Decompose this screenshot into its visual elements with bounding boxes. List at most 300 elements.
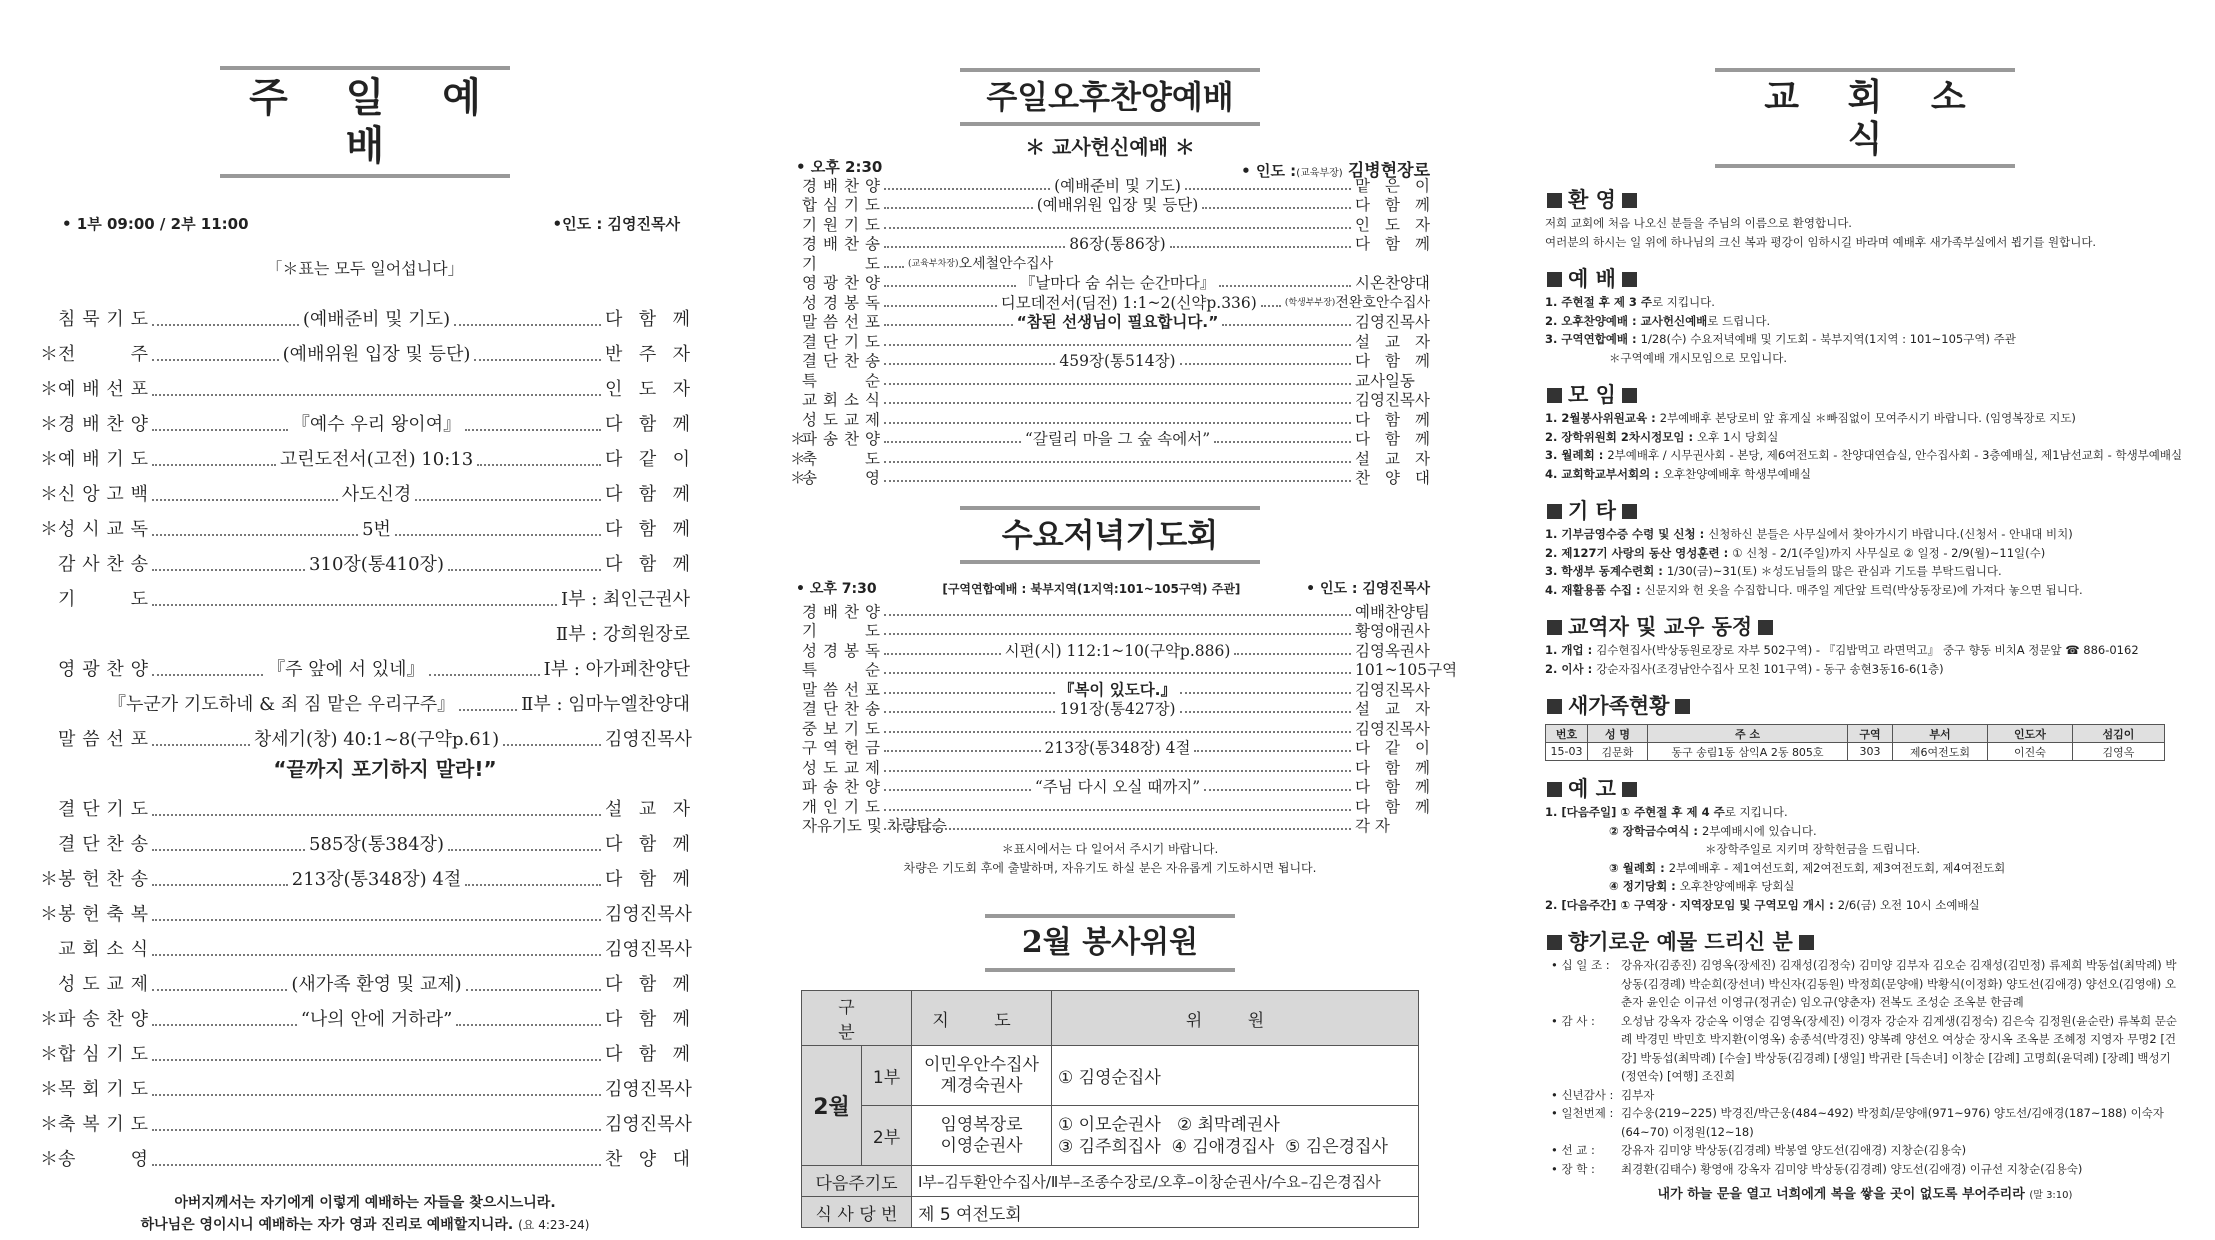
square-bullet-icon [1799, 935, 1814, 950]
notice-line-text: 1/28(수) 수요저녁예배 및 기도회 - 북부지역(1지역 : 101~105구역) 주관 [1640, 332, 2016, 346]
notice-line-text: ＊구역예배 개시모임으로 모입니다. [1609, 350, 1787, 365]
order-person: 다 함 께 [1355, 430, 1430, 448]
order-item [790, 196, 1430, 216]
offering-group [1551, 1012, 2185, 1086]
nf-header: 성 명 [1588, 725, 1648, 743]
service-committee-title: 2월 봉사위원 [985, 914, 1235, 972]
order-item [40, 962, 690, 997]
order-label: 파 송 찬 양 [802, 778, 880, 796]
order-item [790, 410, 1430, 430]
offering-names: 최경환(김태수) 황영애 강옥자 김미양 박상동(김경례) 양도선(김애경) 이규선 지창순(김용숙) [1621, 1161, 2083, 1176]
dot-leader [152, 1129, 601, 1131]
wednesday-time: • 오후 7:30 [796, 581, 877, 597]
dot-leader [152, 499, 338, 501]
notice-line [1545, 409, 2185, 428]
header-guide: 지 도 [912, 991, 1052, 1046]
order-label: 성 도 교 제 [802, 410, 880, 429]
offering-group [1551, 1104, 2185, 1141]
notice-line-text: 2부예배시에 있습니다. [1702, 823, 1817, 838]
notice-line-text: 오후찬양예배후 당회실 [1679, 879, 1795, 893]
order-person: 오세철안수집사 [958, 255, 1054, 272]
order-person: 김영진목사 [1355, 391, 1430, 409]
order-label: 특 순 [802, 371, 880, 390]
dot-leader [152, 1094, 601, 1096]
standing-mark: ＊ [790, 469, 806, 487]
offering-list [1545, 956, 2185, 1178]
order-content: 디모데전서(딤전) 1:1~2(신약p.336) [1000, 293, 1257, 312]
dot-leader [1202, 207, 1351, 209]
order-person: 다 함 께 [1355, 778, 1430, 796]
notice-line [1545, 822, 2185, 841]
order-label: 합 심 기 도 [58, 1044, 148, 1065]
order-label: 말 씀 선 포 [802, 680, 880, 699]
nf-cell: 303 [1848, 743, 1893, 761]
church-news-column [1545, 0, 2185, 1240]
footer-verse-ref: (요 4:23-24) [518, 1218, 590, 1232]
order-person: 다 함 께 [1355, 196, 1430, 214]
square-bullet-icon [1622, 193, 1637, 208]
order-label: 기 도 [802, 254, 880, 273]
order-label: 영 광 찬 양 [58, 659, 148, 680]
order-item [790, 758, 1430, 778]
order-item [40, 437, 690, 472]
order-person: 전완호안수집사 [1335, 294, 1430, 311]
order-item [790, 215, 1430, 235]
part1-cell: 1부 [862, 1046, 912, 1106]
dot-leader [429, 674, 540, 676]
square-bullet-icon [1547, 193, 1562, 208]
order-item [790, 235, 1430, 255]
wednesday-note-1: ＊표시에서는 다 일어서 주시기 바랍니다. [1001, 842, 1219, 856]
dot-leader [884, 188, 1050, 190]
order-item [40, 612, 690, 647]
notice-line [1545, 312, 2185, 331]
notice-line [1545, 465, 2185, 484]
dot-leader [884, 422, 1351, 424]
part2-member-3: ③ 김주희집사 [1058, 1136, 1161, 1157]
footer-verse-line1: 아버지께서는 자기에게 이렇게 예배하는 자들을 찾으시느니라. [174, 1195, 556, 1211]
dot-leader [456, 1024, 601, 1026]
notice-line [1545, 428, 2185, 447]
order-person: 맡 은 이 [1355, 176, 1430, 195]
dot-leader [152, 814, 601, 816]
order-label: 성 도 교 제 [58, 974, 148, 995]
meeting-notice-list [1545, 409, 2185, 483]
order-person: 다 같 이 [1355, 739, 1430, 757]
order-label: 결 단 찬 송 [802, 700, 880, 718]
standing-mark: ＊ [40, 1009, 58, 1030]
order-item [790, 719, 1430, 739]
new-family-table [1545, 724, 2165, 761]
dot-leader [884, 363, 1055, 365]
dot-leader [152, 849, 305, 851]
order-person: 다 함 께 [1355, 235, 1430, 253]
next-prayer-label: 다음주기도 [802, 1166, 912, 1197]
notice-line-key: 1. 주현절 후 제 3 주 [1545, 295, 1653, 309]
dot-leader [448, 569, 601, 571]
notice-line-key: 2. 장학위원회 2차시정모임 : [1545, 429, 1698, 444]
order-item [790, 430, 1430, 450]
notice-line-key: 3. 구역연합예배 : [1545, 332, 1641, 346]
offering-category: • 신년감사 : [1551, 1087, 1614, 1102]
order-person: 다 함 께 [605, 554, 690, 575]
dot-leader [884, 692, 1055, 694]
meal-duty-label: 식 사 당 번 [802, 1197, 912, 1228]
order-content: (새가족 환영 및 교제) [291, 974, 462, 995]
notice-line [1545, 349, 2185, 368]
afternoon-time: • 오후 2:30 [796, 158, 883, 176]
dot-leader [1194, 750, 1351, 752]
nf-cell: 김영옥 [2073, 743, 2165, 761]
afternoon-leader: • 인도 :(교육부장) 김병현장로 [1241, 161, 1430, 181]
service-committee-table [801, 990, 1419, 1228]
nf-cell: 제6여전도회 [1893, 743, 1988, 761]
dot-leader [884, 828, 1351, 830]
order-item [790, 332, 1430, 352]
square-bullet-icon [1547, 272, 1562, 287]
order-label: 말 씀 선 포 [58, 729, 148, 750]
staff-notice-list [1545, 641, 2185, 678]
dot-leader [884, 324, 1013, 326]
notice-line-key: 4. 교회학교부서회의 : [1545, 466, 1663, 481]
order-person: 다 함 께 [605, 1009, 690, 1030]
dot-leader [884, 266, 904, 268]
order-item [790, 371, 1430, 391]
nf-header: 부서 [1893, 725, 1988, 743]
order-person: 김영옥권사 [1355, 641, 1430, 660]
dot-leader [152, 744, 250, 746]
order-label: 합 심 기 도 [802, 196, 880, 214]
standing-note: 「＊표는 모두 일어섭니다」 [266, 259, 464, 278]
notice-line [1545, 877, 2185, 896]
dot-leader [454, 324, 601, 326]
order-person: 다 함 께 [605, 484, 690, 505]
standing-mark: ＊ [40, 1149, 58, 1170]
notice-line-text: 2/6(금) 오전 10시 소예배실 [1837, 897, 1980, 912]
order-label: 개 인 기 도 [802, 797, 880, 816]
notice-line-key: 3. 월례회 : [1545, 448, 1608, 462]
square-bullet-icon [1547, 620, 1562, 635]
sunday-worship-leader: •인도 : 김영진목사 [552, 215, 680, 233]
notice-line-key: ④ 정기당회 : [1609, 879, 1680, 893]
order-label: 감 사 찬 송 [58, 554, 148, 575]
order-content: 고린도전서(고전) 10:13 [279, 449, 474, 470]
notice-line-text: 2부예배후 / 시무권사회 - 본당, 제6여전도회 - 찬양대연습실, 안수집사회 - 3층예배실, 제1남선교회 - 학생부예배실 [1607, 448, 2183, 462]
notice-line [1545, 446, 2185, 465]
dot-leader [884, 750, 1041, 752]
offering-group [1551, 1160, 2185, 1179]
dot-leader [1180, 692, 1351, 694]
order-item [40, 1102, 690, 1137]
square-bullet-icon [1622, 782, 1637, 797]
dot-leader [477, 464, 601, 466]
order-person: Ⅱ부 : 임마누엘찬양대 [521, 694, 690, 715]
notice-line-key: ③ 월례회 : [1609, 860, 1669, 875]
dot-leader [152, 919, 601, 921]
notice-line [1545, 641, 2185, 660]
standing-mark: ＊ [40, 484, 58, 505]
order-content: 213장(통348장) 4절 [1044, 739, 1191, 757]
dot-leader [152, 1024, 297, 1026]
notice-line [1545, 544, 2185, 563]
order-person: 다 함 께 [1355, 352, 1430, 370]
sunday-worship-column [40, 0, 690, 1240]
offering-category: • 장 학 : [1551, 1161, 1595, 1176]
order-item [790, 680, 1430, 700]
upcoming-notice-list [1545, 803, 2185, 914]
afternoon-order-list [790, 176, 1430, 488]
order-item [790, 797, 1430, 817]
order-label: 기 원 기 도 [802, 215, 880, 234]
standing-mark: ＊ [40, 1044, 58, 1065]
order-item [40, 1032, 690, 1067]
order-item [790, 622, 1430, 642]
dot-leader [884, 809, 1351, 811]
offering-names: 강유자(김종진) 김영옥(장세진) 김재성(김정숙) 김미양 김부자 김오순 김재성(김민정) 류제희 박동섭(최막례) 박상동(김경례) 박순희(장선녀) 박신자(김동원) 박정희(문양애) 박황식(이정화) 양도선(김애경) 양선오(김영애) 오춘자 윤인순 이규선 이영규(정귀순) 임오규(양춘자) 전복도 조성순 조옥분 한금례 [1621, 958, 2177, 1009]
dot-leader [884, 285, 1016, 287]
offering-names: 오성남 강옥자 강순옥 이영순 김영옥(장세진) 이경자 강순자 김계생(김정숙) 김은숙 김정원(윤순란) 류복희 문순례 박경민 박민호 박지환(이영옥) 송종석(박경진) 양복례 양선오 여상순 장시옥 조옥분 조혜정 지영자 무명2 [건강] 박동섭(최막례) [수술] 박상동(김경례) [생일] 박귀란 [득손녀] 이창순 [감례] 고명희(윤덕례) [장례] 백성기(정연숙) [여행] 조진희 [1621, 1013, 2177, 1083]
order-label: 교 회 소 식 [58, 939, 148, 960]
nf-cell: 동구 송림1동 삼익A 2동 805호 [1648, 743, 1848, 761]
dot-leader [465, 429, 601, 431]
order-person: 각 자 [1355, 817, 1390, 835]
part2-member-1: ① 이모순권사 [1058, 1114, 1161, 1135]
order-content: “나의 안에 거하라” [300, 1009, 453, 1030]
order-person: 다 함 께 [605, 414, 690, 435]
order-label: 말 씀 선 포 [802, 313, 880, 331]
standing-mark: ＊ [40, 904, 58, 925]
order-item [40, 892, 690, 927]
dot-leader [1170, 246, 1351, 248]
order-person: 시온찬양대 [1355, 274, 1430, 292]
order-label: 결 단 기 도 [802, 332, 880, 351]
square-bullet-icon [1622, 504, 1637, 519]
order-person: 다 함 께 [605, 834, 690, 855]
order-label: 침 묵 기 도 [58, 309, 148, 330]
dot-leader [884, 227, 1351, 229]
order-content: “갈릴리 마을 그 숲 속에서” [1024, 430, 1211, 448]
order-label: 경 배 찬 양 [58, 414, 148, 435]
order-person: 황영애권사 [1355, 622, 1430, 640]
order-label: 예 배 기 도 [58, 449, 148, 470]
dot-leader [1234, 653, 1351, 655]
dot-leader [152, 394, 601, 396]
notice-line-text: 로 드립니다. [1707, 313, 1771, 328]
dot-leader [884, 344, 1351, 346]
order-label: 파 송 찬 양 [802, 430, 880, 448]
square-bullet-icon [1758, 620, 1773, 635]
dot-leader [1261, 305, 1281, 307]
dot-leader [884, 789, 1031, 791]
dot-leader [884, 672, 1351, 674]
church-news-title: 교 회 소 식 [1715, 68, 2015, 168]
order-item [790, 817, 1430, 837]
part2-cell: 2부 [862, 1106, 912, 1166]
order-person: 다 함 께 [1355, 797, 1430, 816]
order-label: 축 복 기 도 [58, 1114, 148, 1135]
worship-notice-list [1545, 293, 2185, 367]
standing-mark: ＊ [790, 449, 806, 468]
order-person: 다 함 께 [605, 519, 690, 540]
dot-leader [152, 324, 299, 326]
square-bullet-icon [1622, 272, 1637, 287]
dot-leader [1180, 711, 1351, 713]
part1-guide-2: 계경숙권사 [940, 1075, 1023, 1096]
order-person: Ⅰ부 : 아가페찬양단 [543, 659, 690, 680]
dot-leader [466, 989, 601, 991]
dot-leader [1219, 285, 1351, 287]
order-person: Ⅰ부 : 최인근권사 [561, 589, 690, 610]
order-content: 『날마다 숨 쉬는 순간마다』 [1019, 274, 1216, 292]
notice-line [1545, 525, 2185, 544]
order-role-note: (교육부차장) [908, 258, 959, 269]
nf-cell: 이진숙 [1988, 743, 2073, 761]
dot-leader [884, 633, 1351, 635]
order-person: 김영진목사 [1355, 680, 1430, 699]
meal-duty-value: 제 5 여전도회 [912, 1197, 1419, 1228]
sunday-worship-title: 주 일 예 배 [220, 66, 510, 178]
order-content: (예배위원 입장 및 등단) [1036, 196, 1199, 214]
order-content: 213장(통348장) 4절 [291, 869, 462, 890]
order-person: 예배찬양팀 [1355, 602, 1430, 621]
teacher-dedication-subtitle: ＊ 교사헌신예배 ＊ [1025, 135, 1195, 159]
notice-line-key: 4. 재활용품 수집 : [1545, 582, 1645, 597]
order-person: 찬 양 대 [1355, 469, 1430, 487]
header-category: 구 분 [802, 991, 912, 1046]
order-label: 신 앙 고 백 [58, 484, 148, 505]
order-content: 『주 앞에 서 있네』 [267, 659, 425, 680]
notice-line-key: 1. [다음주일] ① 주현절 후 제 4 주 [1545, 805, 1725, 819]
order-label: 성 경 봉 독 [802, 293, 880, 312]
offering-category: • 십 일 조 : [1551, 958, 1610, 972]
notice-line-key: 2. 이사 : [1545, 661, 1597, 676]
order-label: 특 순 [802, 661, 880, 679]
wednesday-note-2: 차량은 기도회 후에 출발하며, 자유기도 하실 분은 자유롭게 기도하시면 됩니다. [903, 861, 1317, 875]
order-content: 『복이 있도다.』 [1058, 680, 1177, 699]
notice-line-key: 2. 오후찬양예배 : 교사헌신예배 [1545, 313, 1708, 328]
square-bullet-icon [1622, 388, 1637, 403]
dot-leader [1222, 324, 1351, 326]
dot-leader [459, 709, 517, 711]
dot-leader [884, 731, 1351, 733]
order-item [790, 274, 1430, 294]
order-label: 기 도 [802, 622, 880, 640]
notice-line [1545, 660, 2185, 679]
order-content: 86장(통86장) [1069, 235, 1166, 253]
part2-member-2: ② 최막례권사 [1176, 1114, 1280, 1135]
order-person: 설 교 자 [1355, 449, 1430, 468]
order-person: 다 함 께 [605, 974, 690, 995]
order-label: 구 역 헌 금 [802, 739, 880, 757]
order-person: 다 함 께 [605, 309, 690, 330]
staff-news-heading: 교역자 및 교우 동정 [1545, 613, 2185, 641]
order-person: 다 함 께 [605, 869, 690, 890]
order-label: 결 단 기 도 [58, 799, 148, 820]
order-content: 585장(통384장) [309, 834, 444, 855]
notice-line-key: 1. 개업 : [1545, 643, 1597, 657]
dot-leader [152, 534, 358, 536]
order-person: 다 함 께 [1355, 758, 1430, 777]
order-label: 전 주 [58, 344, 148, 365]
order-label: 성 시 교 독 [58, 519, 148, 540]
order-label: 봉 헌 축 복 [58, 904, 148, 925]
meeting-heading: 모 임 [1545, 381, 2185, 409]
dot-leader [395, 534, 601, 536]
order-label: 경 배 찬 송 [802, 235, 880, 253]
order-person: 설 교 자 [1355, 700, 1430, 718]
order-item [40, 332, 690, 367]
order-item [790, 739, 1430, 759]
dot-leader [884, 480, 1351, 482]
dot-leader [884, 461, 1351, 463]
dot-leader [415, 499, 601, 501]
part1-members: ① 김영순집사 [1052, 1046, 1419, 1106]
offering-heading: 향기로운 예물 드리신 분 [1545, 928, 2185, 956]
order-person: 김영진목사 [1355, 719, 1430, 738]
notice-line [1545, 293, 2185, 312]
offering-category: • 감 사 : [1551, 1013, 1595, 1028]
order-content: 창세기(창) 40:1~8(구약p.61) [253, 729, 500, 750]
standing-mark: ＊ [40, 344, 58, 365]
order-label: 예 배 선 포 [58, 379, 148, 400]
news-footer-ref: (말 3:10) [2029, 1190, 2073, 1201]
dot-leader [474, 359, 601, 361]
standing-mark: ＊ [790, 430, 806, 448]
order-item [40, 717, 690, 752]
order-person: 반 주 자 [605, 344, 690, 365]
order-label: 성 도 교 제 [802, 758, 880, 777]
header-members: 위 원 [1052, 991, 1419, 1046]
square-bullet-icon [1547, 699, 1562, 714]
dot-leader [884, 441, 1021, 443]
square-bullet-icon [1547, 388, 1562, 403]
order-content: 『누군가 기도하네 & 죄 짐 맡은 우리구주』 [108, 694, 456, 715]
notice-line-text: 김수현집사(박상동원로장로 자부 502구역) - 『김밥먹고 라면먹고』 중구 향동 비치A 정문앞 ☎ 886-0162 [1596, 643, 2139, 657]
sermon-title: “끝까지 포기하지 말라!” [273, 757, 497, 781]
dot-leader [884, 770, 1351, 772]
order-label: 봉 헌 찬 송 [58, 869, 148, 890]
table-row [1546, 743, 2165, 761]
etc-heading: 기 타 [1545, 497, 2185, 525]
notice-line-text: ① 신청 - 2/1(주일)까지 사무실로 ② 일정 - 2/9(월)~11일(수) [1732, 545, 2046, 560]
dot-leader [152, 429, 288, 431]
order-item [40, 367, 690, 402]
dot-leader [152, 989, 287, 991]
order-item [40, 507, 690, 542]
order-content: 191장(통427장) [1059, 700, 1176, 718]
dot-leader [152, 1164, 601, 1166]
notice-line-text: 신문지와 헌 옷을 수집합니다. 매주일 계단앞 트럭(박상동장로)에 가져다 놓으면 됩니다. [1644, 582, 2083, 597]
order-item [40, 577, 690, 612]
worship-heading: 예 배 [1545, 265, 2185, 293]
dot-leader [152, 464, 276, 466]
order-person: 다 함 께 [605, 1044, 690, 1065]
part2-member-4: ④ 김애경집사 [1171, 1136, 1275, 1157]
nf-header: 섬김이 [2073, 725, 2165, 743]
order-person: 인 도 자 [605, 379, 690, 400]
dot-leader [152, 359, 279, 361]
notice-line-key: ② 장학금수여식 : [1609, 823, 1702, 838]
notice-line [1545, 840, 2185, 859]
order-item [40, 402, 690, 437]
order-item [790, 602, 1430, 622]
order-item [790, 778, 1430, 798]
notice-line-key: 1. 기부금영수증 수령 및 신청 : [1545, 527, 1709, 541]
order-item [40, 997, 690, 1032]
order-person: 설 교 자 [1355, 332, 1430, 351]
order-content: 5번 [362, 519, 391, 540]
notice-line [1545, 859, 2185, 878]
